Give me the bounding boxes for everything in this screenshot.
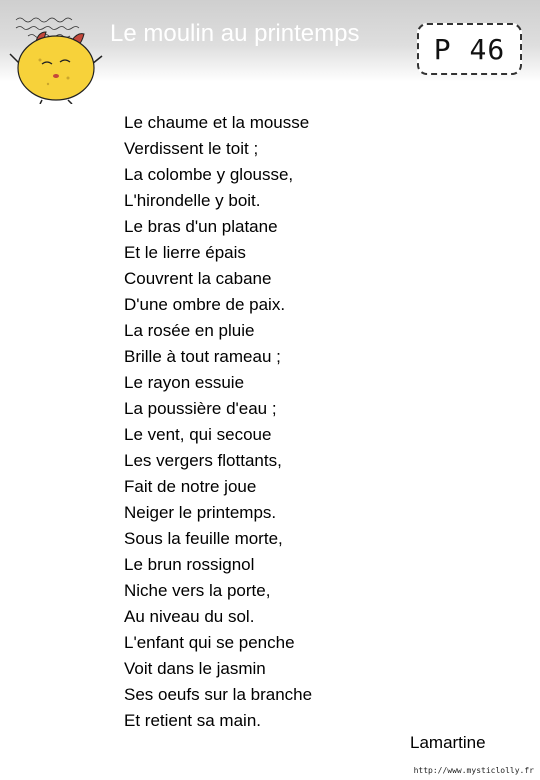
page-number: P 46: [433, 32, 506, 66]
poem-line: Le vent, qui secoue: [124, 425, 272, 444]
poem-line: D'une ombre de paix.: [124, 295, 286, 314]
poem-line: Et le lierre épais: [124, 243, 246, 262]
poem-line: La colombe y glousse,: [124, 165, 294, 184]
poem-line: L'hirondelle y boit.: [124, 191, 261, 210]
poem-line: Couvrent la cabane: [124, 269, 272, 288]
poem-line: Et retient sa main.: [124, 711, 262, 730]
poem-line: Fait de notre joue: [124, 477, 257, 496]
poem-line: Sous la feuille morte,: [124, 529, 283, 548]
poem-line: Brille à tout rameau ;: [124, 347, 281, 366]
poem-line: Niche vers la porte,: [124, 581, 271, 600]
poem-line: Voit dans le jasmin: [124, 659, 266, 678]
author-name: Lamartine: [410, 733, 486, 752]
poem-line: Le rayon essuie: [124, 373, 245, 392]
poem-line: La rosée en pluie: [124, 321, 255, 340]
poem-line: Ses oeufs sur la branche: [124, 685, 313, 704]
poem-line: Verdissent le toit ;: [124, 139, 259, 158]
poem-line: Au niveau du sol.: [124, 607, 255, 626]
poem: [124, 110, 312, 734]
poem-line: L'enfant qui se penche: [124, 633, 295, 652]
smiling-sun-mascot-icon: [6, 16, 106, 104]
poem-line: Le bras d'un platane: [124, 217, 278, 236]
poem-line: Les vergers flottants,: [124, 451, 282, 470]
poem-line: La poussière d'eau ;: [124, 399, 277, 418]
poem-line: Le chaume et la mousse: [124, 113, 310, 132]
footer-url: http://www.mysticlolly.fr: [413, 766, 534, 775]
page-number-box: [417, 23, 522, 75]
poem-line: Neiger le printemps.: [124, 503, 277, 522]
poem-line: Le brun rossignol: [124, 555, 255, 574]
page-title: Le moulin au printemps: [110, 20, 360, 47]
